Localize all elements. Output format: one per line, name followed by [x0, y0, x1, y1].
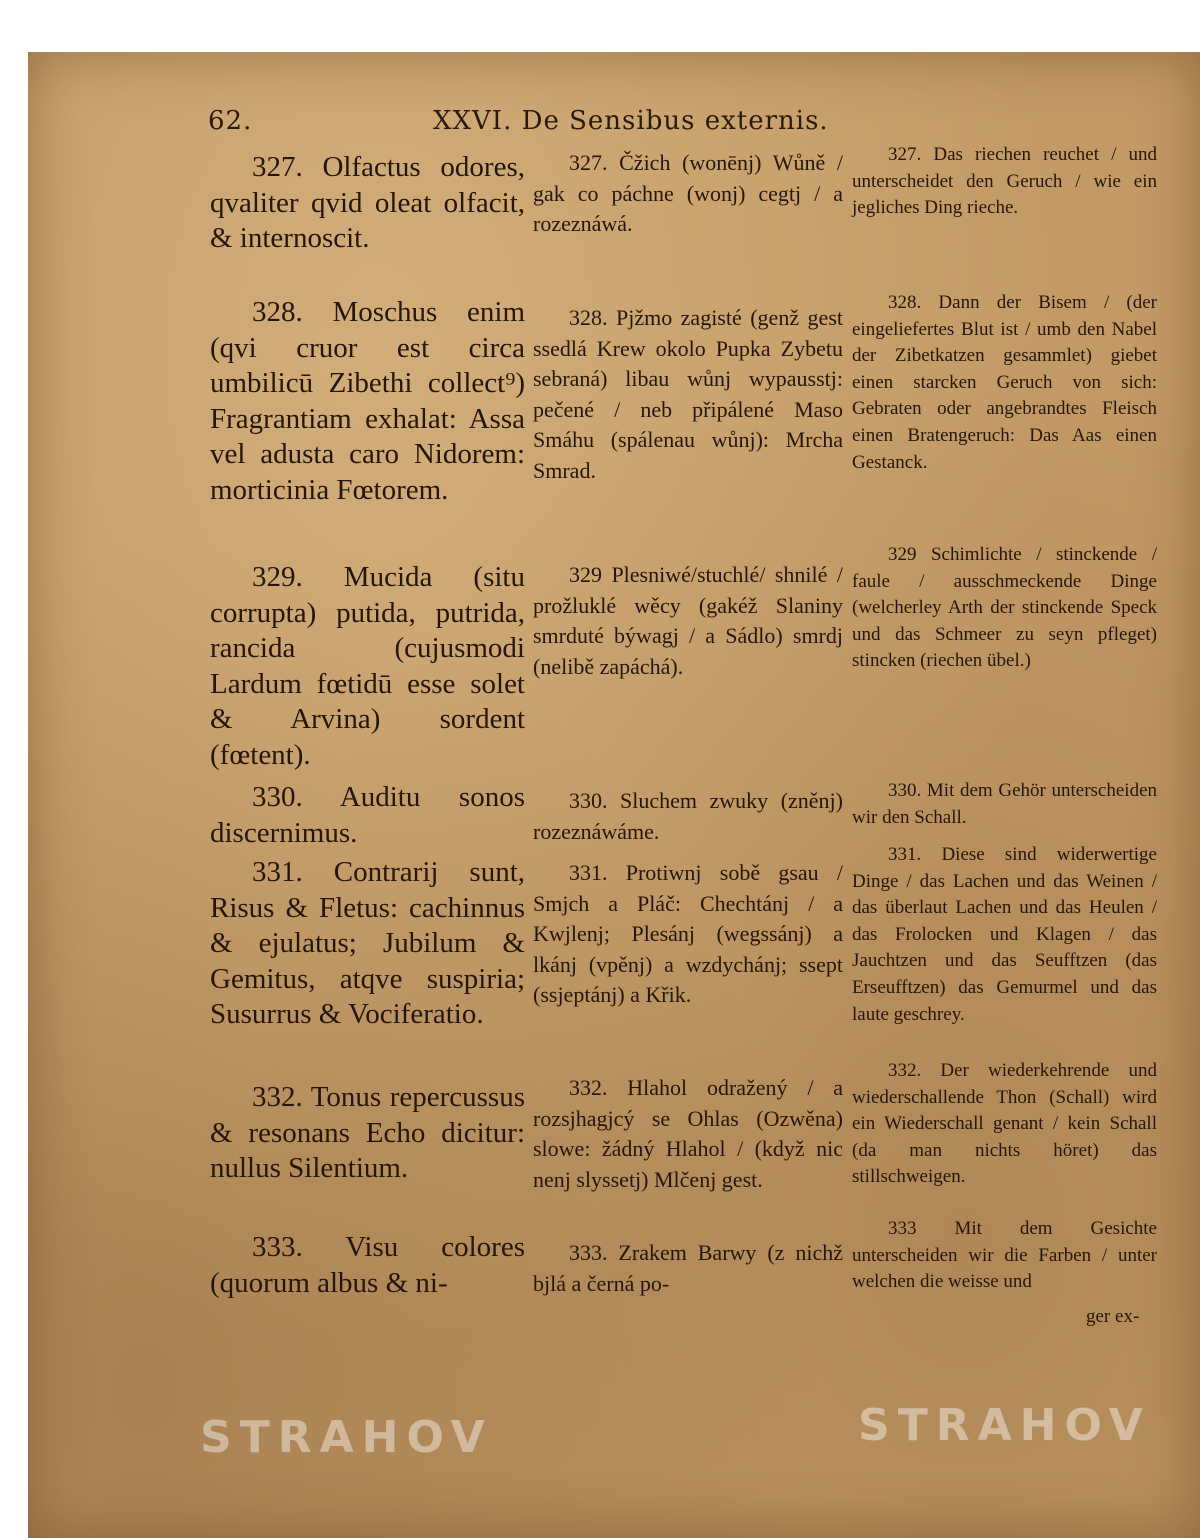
page-number: 62. — [208, 106, 253, 136]
czech-entry-333: 333. Zrakem Barwy (z nichž bjlá a černá po- — [533, 1240, 843, 1296]
latin-entry-332: 332. Tonus repercussus & resonans Echo dicitur: nullus Silentium. — [210, 1081, 525, 1184]
watermark-left: STRAHOV — [200, 1412, 493, 1463]
latin-entry-328: 328. Moschus enim (qvi cruor est circa umbilicū Zibethi collect⁹) Fragrantiam exhalat: Assa vel adusta caro Nidorem: morticinia Fœtorem. — [210, 296, 525, 506]
chapter-title: XXVI. De Sensibus externis. — [433, 106, 829, 136]
latin-entry-331: 331. Contrarij sunt, Risus & Fletus: cachinnus & ejulatus; Jubilum & Gemitus, atqve suspiria; Susurrus & Vociferatio. — [210, 856, 525, 1030]
german-entry-333: 333 Mit dem Gesichte unterscheiden wir die Farben / unter welchen die weisse und — [852, 1218, 1157, 1293]
german-entry-331: 331. Diese sind widerwertige Dinge / das Lachen und das Weinen / das überlaut Lachen und das Heulen / das Frolocken und Klagen / das Jauchtzen und das Seufftzen (das Erseufftzen) das Gemurmel und das laute geschrey. — [852, 844, 1157, 1025]
german-entry-330: 330. Mit dem Gehör unterscheiden wir den Schall. — [852, 780, 1157, 828]
watermark-right: STRAHOV — [858, 1400, 1151, 1451]
latin-entry-333: 333. Visu colores (quorum albus & ni- — [210, 1231, 525, 1299]
catchword: ger ex- — [1086, 1306, 1140, 1327]
german-entry-329: 329 Schimlichte / stinckende / faule / ausschmeckende Dinge (welcherley Arth der stinckende Speck und das Schmeer zu seyn pfleget) stincken (riechen übel.) — [852, 544, 1157, 672]
latin-entry-329: 329. Mucida (situ corrupta) putida, putrida, rancida (cujusmodi Lardum fœtidū esse solet & Arvina) sordent (fœtent). — [210, 561, 525, 771]
german-entry-332: 332. Der wiederkehrende und wiederschallende Thon (Schall) wird ein Wiederschall genant / kein Schall (da man nichts höret) das stillschweigen. — [852, 1060, 1157, 1188]
latin-entry-327: 327. Olfactus odores, qvaliter qvid oleat olfacit, & internoscit. — [210, 151, 525, 254]
czech-entry-329: 329 Plesniwé/stuchlé/ shnilé / prožluklé wěcy (gakéž Slaniny smrduté býwagj / a Sádlo) smrdj (nelibě zapáchá). — [533, 562, 843, 679]
czech-entry-327: 327. Čžich (wonēnj) Wůně / gak co páchne (wonj) cegtj / a rozeznáwá. — [533, 150, 843, 236]
german-entry-328: 328. Dann der Bisem / (der eingeliefertes Blut ist / umb den Nabel der Zibetkatzen gesammlet) giebet einen starcken Geruch von sich: Gebraten oder angebrandtes Fleisch einen Bratengeruch: Das Aas einen Gestanck. — [852, 292, 1157, 473]
german-entry-327: 327. Das riechen reuchet / und unterscheidet den Geruch / wie ein jegliches Ding rieche. — [852, 144, 1157, 219]
czech-entry-331: 331. Protiwnj sobě gsau / Smjch a Pláč: Chechtánj / a Kwjlenj; Plesánj (wegssánj) a lkánj (vpěnj) a wzdychánj; ssept (ssjeptánj) a Křik. — [533, 860, 843, 1007]
czech-entry-328: 328. Pjžmo zagisté (genž gest ssedlá Krew okolo Pupka Zybetu sebraná) libau wůnj wypausstj: pečené / neb připálené Maso Smáhu (spálenau wůnj): Mrcha Smrad. — [533, 305, 843, 483]
czech-entry-330: 330. Sluchem zwuky (zněnj) rozeznáwáme. — [533, 788, 843, 844]
latin-entry-330: 330. Auditu sonos discernimus. — [210, 781, 525, 849]
czech-entry-332: 332. Hlahol odražený / a rozsjhagjcý se Ohlas (Ozwěna) slowe: žádný Hlahol / (když nic nenj slyssetj) Mlčenj gest. — [533, 1075, 843, 1192]
